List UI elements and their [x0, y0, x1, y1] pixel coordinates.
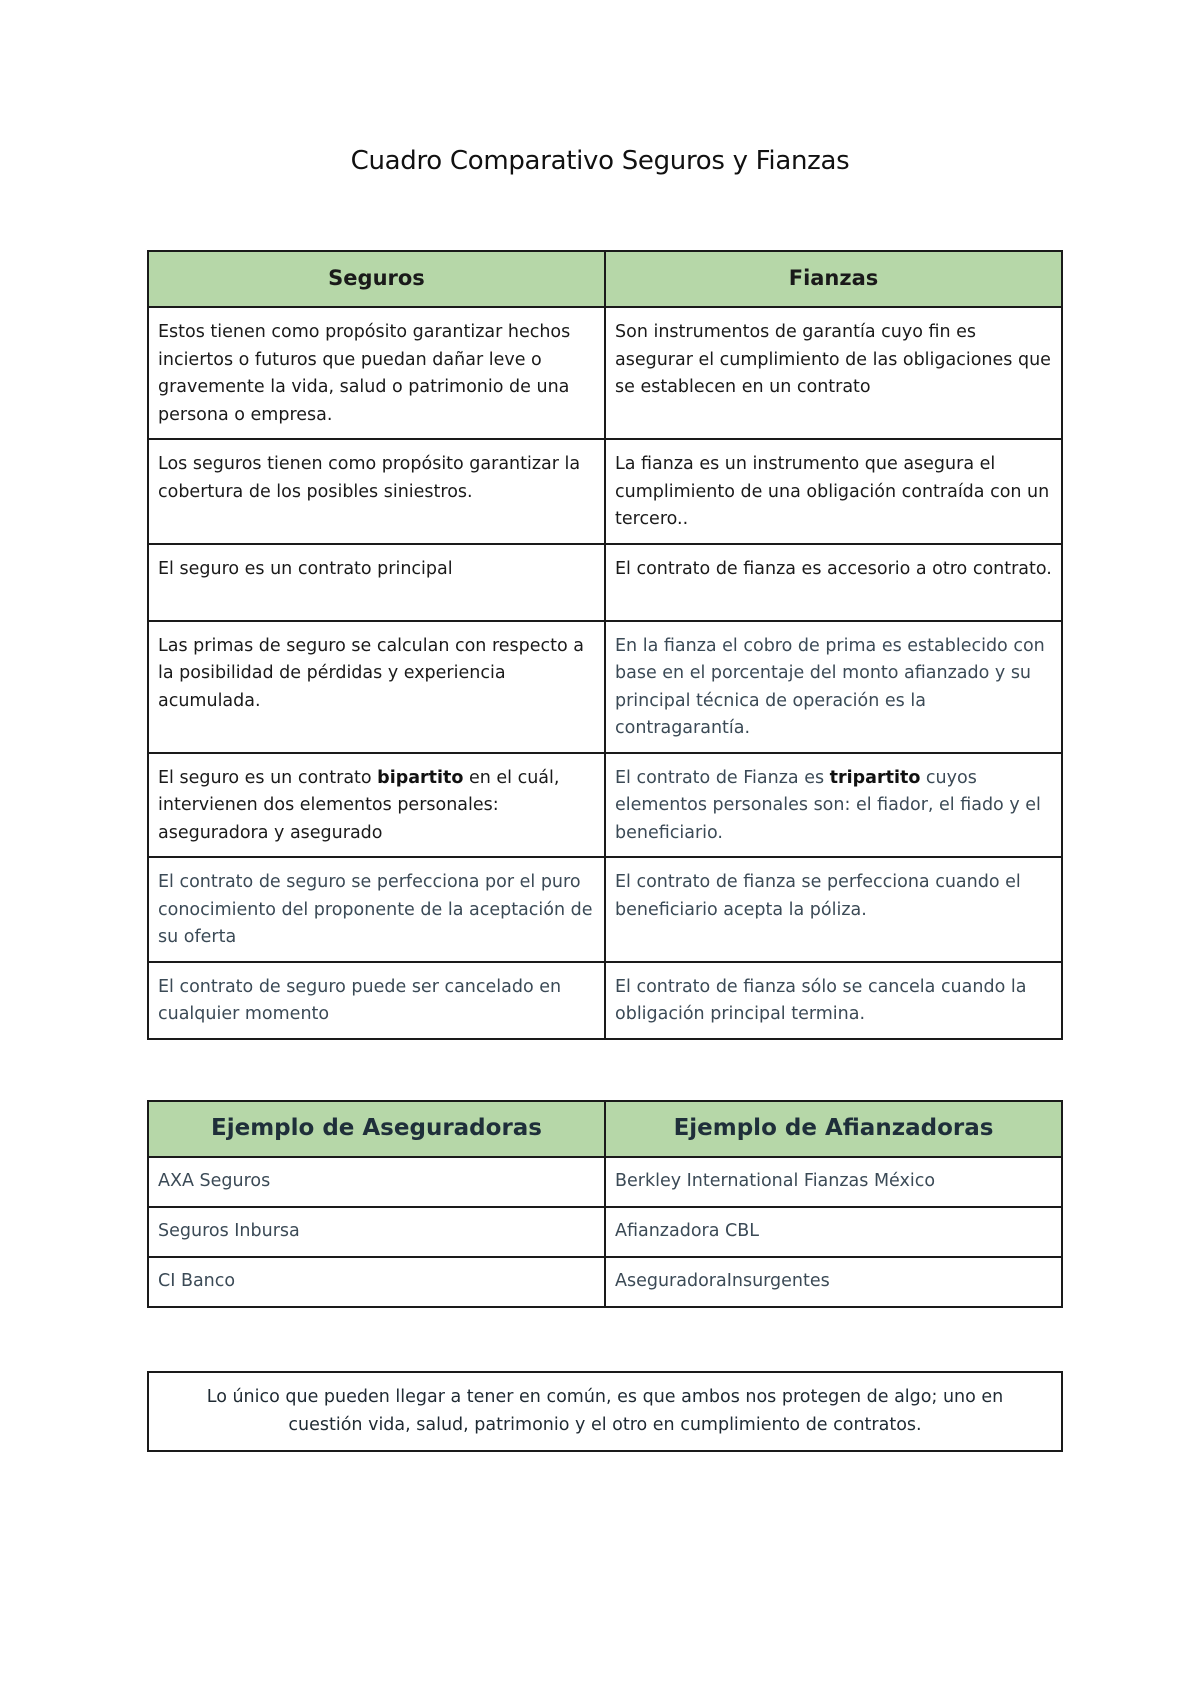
fianzas-cell: El contrato de fianza sólo se cancela cuando la obligación principal termina.	[605, 962, 1062, 1039]
table-row	[148, 857, 1062, 962]
document-title: Cuadro Comparativo Seguros y Fianzas	[350, 146, 850, 176]
header-fianzas: Fianzas	[605, 251, 1062, 307]
afianzadora-cell: Berkley International Fianzas México	[605, 1157, 1062, 1207]
aseguradora-cell: Seguros Inbursa	[148, 1207, 605, 1257]
examples-header-row	[148, 1101, 1062, 1157]
table-row	[148, 962, 1062, 1039]
aseguradora-cell: AXA Seguros	[148, 1157, 605, 1207]
table-row	[148, 1207, 1062, 1257]
fianzas-cell: Son instrumentos de garantía cuyo fin es asegurar el cumplimiento de las obligaciones que se establecen en un contrato	[605, 307, 1062, 439]
seguros-cell: El contrato de seguro se perfecciona por el puro conocimiento del proponente de la aceptación de su oferta	[148, 857, 605, 962]
fianzas-cell: El contrato de fianza es accesorio a otro contrato.	[605, 544, 1062, 621]
aseguradora-cell: CI Banco	[148, 1257, 605, 1307]
fianzas-cell: En la fianza el cobro de prima es establecido con base en el porcentaje del monto afianzado y su principal técnica de operación es la contragarantía.	[605, 621, 1062, 753]
seguros-cell: Las primas de seguro se calculan con respecto a la posibilidad de pérdidas y experiencia acumulada.	[148, 621, 605, 753]
fianzas-cell: El contrato de fianza se perfecciona cuando el beneficiario acepta la póliza.	[605, 857, 1062, 962]
seguros-text-pre: El seguro es un contrato	[158, 767, 378, 788]
seguros-cell	[148, 753, 605, 858]
table-row	[148, 621, 1062, 753]
fianzas-cell: La fianza es un instrumento que asegura el cumplimiento de una obligación contraída con un tercero..	[605, 439, 1062, 544]
examples-table	[147, 1100, 1063, 1308]
conclusion-box: Lo único que pueden llegar a tener en común, es que ambos nos protegen de algo; uno en cuestión vida, salud, patrimonio y el otro en cumplimiento de contratos.	[147, 1371, 1063, 1452]
seguros-text-post: en el cuál, intervienen dos elementos personales: aseguradora y asegurado	[158, 767, 560, 843]
afianzadora-cell: Afianzadora CBL	[605, 1207, 1062, 1257]
seguros-bold-term: bipartito	[377, 767, 464, 788]
table-row	[148, 1257, 1062, 1307]
header-afianzadoras: Ejemplo de Afianzadoras	[605, 1101, 1062, 1157]
table-row	[148, 753, 1062, 858]
seguros-cell: Los seguros tienen como propósito garantizar la cobertura de los posibles siniestros.	[148, 439, 605, 544]
seguros-cell: El seguro es un contrato principal	[148, 544, 605, 621]
seguros-cell: Estos tienen como propósito garantizar hechos inciertos o futuros que puedan dañar leve o gravemente la vida, salud o patrimonio de una persona o empresa.	[148, 307, 605, 439]
comparison-table	[147, 250, 1063, 1040]
header-aseguradoras: Ejemplo de Aseguradoras	[148, 1101, 605, 1157]
table-row	[148, 439, 1062, 544]
comparison-header-row	[148, 251, 1062, 307]
table-row	[148, 1157, 1062, 1207]
header-seguros: Seguros	[148, 251, 605, 307]
table-row	[148, 544, 1062, 621]
afianzadora-cell: AseguradoraInsurgentes	[605, 1257, 1062, 1307]
fianzas-text-pre: El contrato de Fianza es	[615, 767, 830, 788]
fianzas-cell	[605, 753, 1062, 858]
table-row	[148, 307, 1062, 439]
seguros-cell: El contrato de seguro puede ser cancelado en cualquier momento	[148, 962, 605, 1039]
fianzas-bold-term: tripartito	[829, 767, 921, 788]
fianzas-text-post: cuyos elementos personales son: el fiador, el fiado y el beneficiario.	[615, 767, 1041, 843]
